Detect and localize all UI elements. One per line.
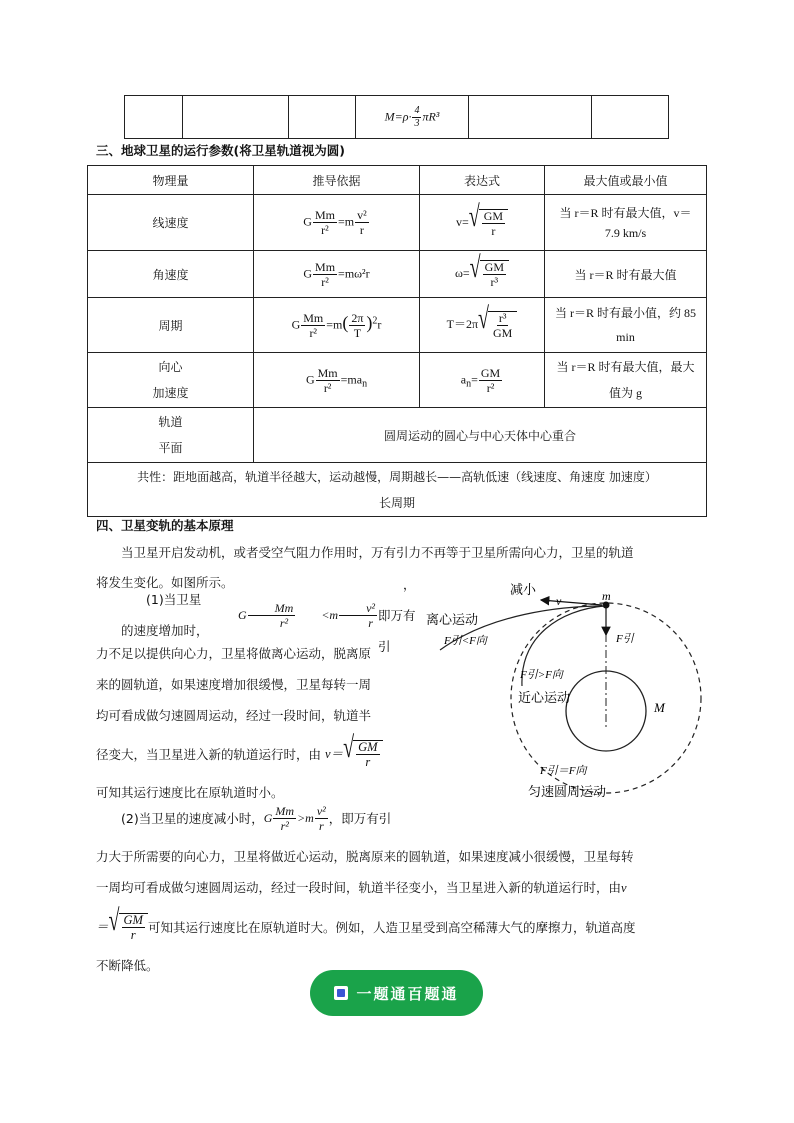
top-cell (469, 96, 592, 139)
row-angular-speed-name: 角速度 (88, 251, 254, 298)
top-cell (183, 96, 289, 139)
top-table (124, 95, 669, 139)
orbit-params-table (87, 165, 707, 517)
header-basis: 推导依据 (254, 166, 420, 195)
row-orbit-plane-name: 轨道 平面 (88, 408, 254, 463)
row-period-expression: T＝2π √ $\frac{\text{r³}}{GM}$ (420, 298, 545, 353)
button-label: 一题通百题通 (356, 984, 459, 1003)
centripetal-label: 近心运动 (518, 691, 571, 706)
app-icon (334, 986, 348, 1000)
velocity-label: v (556, 594, 562, 608)
row-period-name: 周期 (88, 298, 254, 353)
section3-heading: 三、地球卫星的运行参数(将卫星轨道视为圆) (96, 143, 345, 158)
force-eq-label: F引＝F向 (540, 765, 587, 777)
orbit-change-diagram (420, 578, 710, 808)
velocity-arrow (541, 600, 602, 605)
top-cell (289, 96, 356, 139)
header-extreme: 最大值或最小值 (545, 166, 707, 195)
reduce-label: 减小 (510, 583, 537, 598)
row-linear-speed-expression: v= √ $\frac{GM}{r}$ (420, 195, 545, 251)
one-problem-button[interactable] (310, 970, 483, 1016)
row-common-summary: 共性：距地面越高，轨道半径越大，运动越慢，周期越长——高轨低速（线速度、角速度 加速度） 长周期 (88, 463, 707, 517)
section4-intro: 当卫星开启发动机，或者受空气阻力作用时，万有引力不再等于卫星所需向心力，卫星的轨道 将发生变化。如图所示。 (96, 545, 634, 590)
para-speed-decrease: (2)当卫星的速度减小时， G $\frac{Mm}{\text{r²}}$ >m $\frac{\text{v²}}{r}$ ，即万有引 力大于所需要的向心力，卫星将做近心运动，脱离原来的圆轨道，如果速度减小很缓慢，卫星每转 一周均可看成做匀速圆周运动，经过一段时间，轨道半径变小，当卫星进入新的轨道运行时，由v ＝ √ $\frac{GM}{r}$ 可知其运行速度比在原轨道时大。例如，人造卫星受到高空稀薄大气的摩擦力，轨道高度 不断降低。 (96, 803, 636, 973)
force-gt-label: F引>F向 (520, 669, 563, 681)
force-down-label: F引 (616, 633, 634, 645)
satellite-label: m (602, 589, 611, 603)
row-linear-speed-extreme: 当 r＝R 时有最大值，v＝7.9 km/s (545, 195, 707, 251)
uniform-motion-label: 匀速圆周运动 (528, 785, 607, 800)
row-period-basis: G $\frac{Mm}{\text{r²}}$ =m( $\frac{2\pi}{T}$ )$^2$r (254, 298, 420, 353)
row-orbit-plane-desc: 圆周运动的圆心与中心天体中心重合 (254, 408, 707, 463)
row-accel-basis: G $\frac{Mm}{\text{r²}}$ $=ma_n$ (254, 353, 420, 408)
row-angular-speed-extreme: 当 r＝R 时有最大值 (545, 251, 707, 298)
row-accel-name: 向心 加速度 (88, 353, 254, 408)
row-linear-speed-basis: G $\frac{Mm}{\text{r²}}$ =m $\frac{\text{v²}}{r}$ (254, 195, 420, 251)
row-accel-extreme: 当 r＝R 时有最大值，最大值为 g (545, 353, 707, 408)
central-mass-label: M (654, 700, 665, 715)
row-linear-speed-name: 线速度 (88, 195, 254, 251)
row-period-extreme: 当 r＝R 时有最小值，约 85 min (545, 298, 707, 353)
row-accel-expression: $a_n=$ $\frac{GM}{\text{r²}}$ (420, 353, 545, 408)
para-speed-increase: (1)当卫星的速度增加时， G $\frac{Mm}{\text{r²}}$ <m $\frac{\text{v²}}{r}$ ，即万有引 力不足以提供向心力，卫星将做离心运动，脱离原 来的圆轨道，如果速度增加很缓慢，卫星每转一周 均可看成做匀速圆周运动，经过一段时间，轨道半 径变大，当卫星进入新的轨道运行时，由 v＝ √ $\frac{GM}{r}$ 可知其运行速度比在原轨道时小。 (96, 576, 416, 800)
force-lt-label: F引<F向 (444, 635, 487, 647)
row-angular-speed-basis: G $\frac{Mm}{\text{r²}}$ =mω²r (254, 251, 420, 298)
density-mass-formula: M=ρ· $\frac{4}{3}$ πR³ (356, 96, 469, 139)
row-angular-speed-expression: ω= √ $\frac{GM}{\text{r³}}$ (420, 251, 545, 298)
centrifugal-label: 离心运动 (426, 613, 479, 628)
header-quantity: 物理量 (88, 166, 254, 195)
top-cell (592, 96, 669, 139)
header-expression: 表达式 (420, 166, 545, 195)
section4-heading: 四、卫星变轨的基本原理 (96, 518, 234, 533)
top-cell (125, 96, 183, 139)
